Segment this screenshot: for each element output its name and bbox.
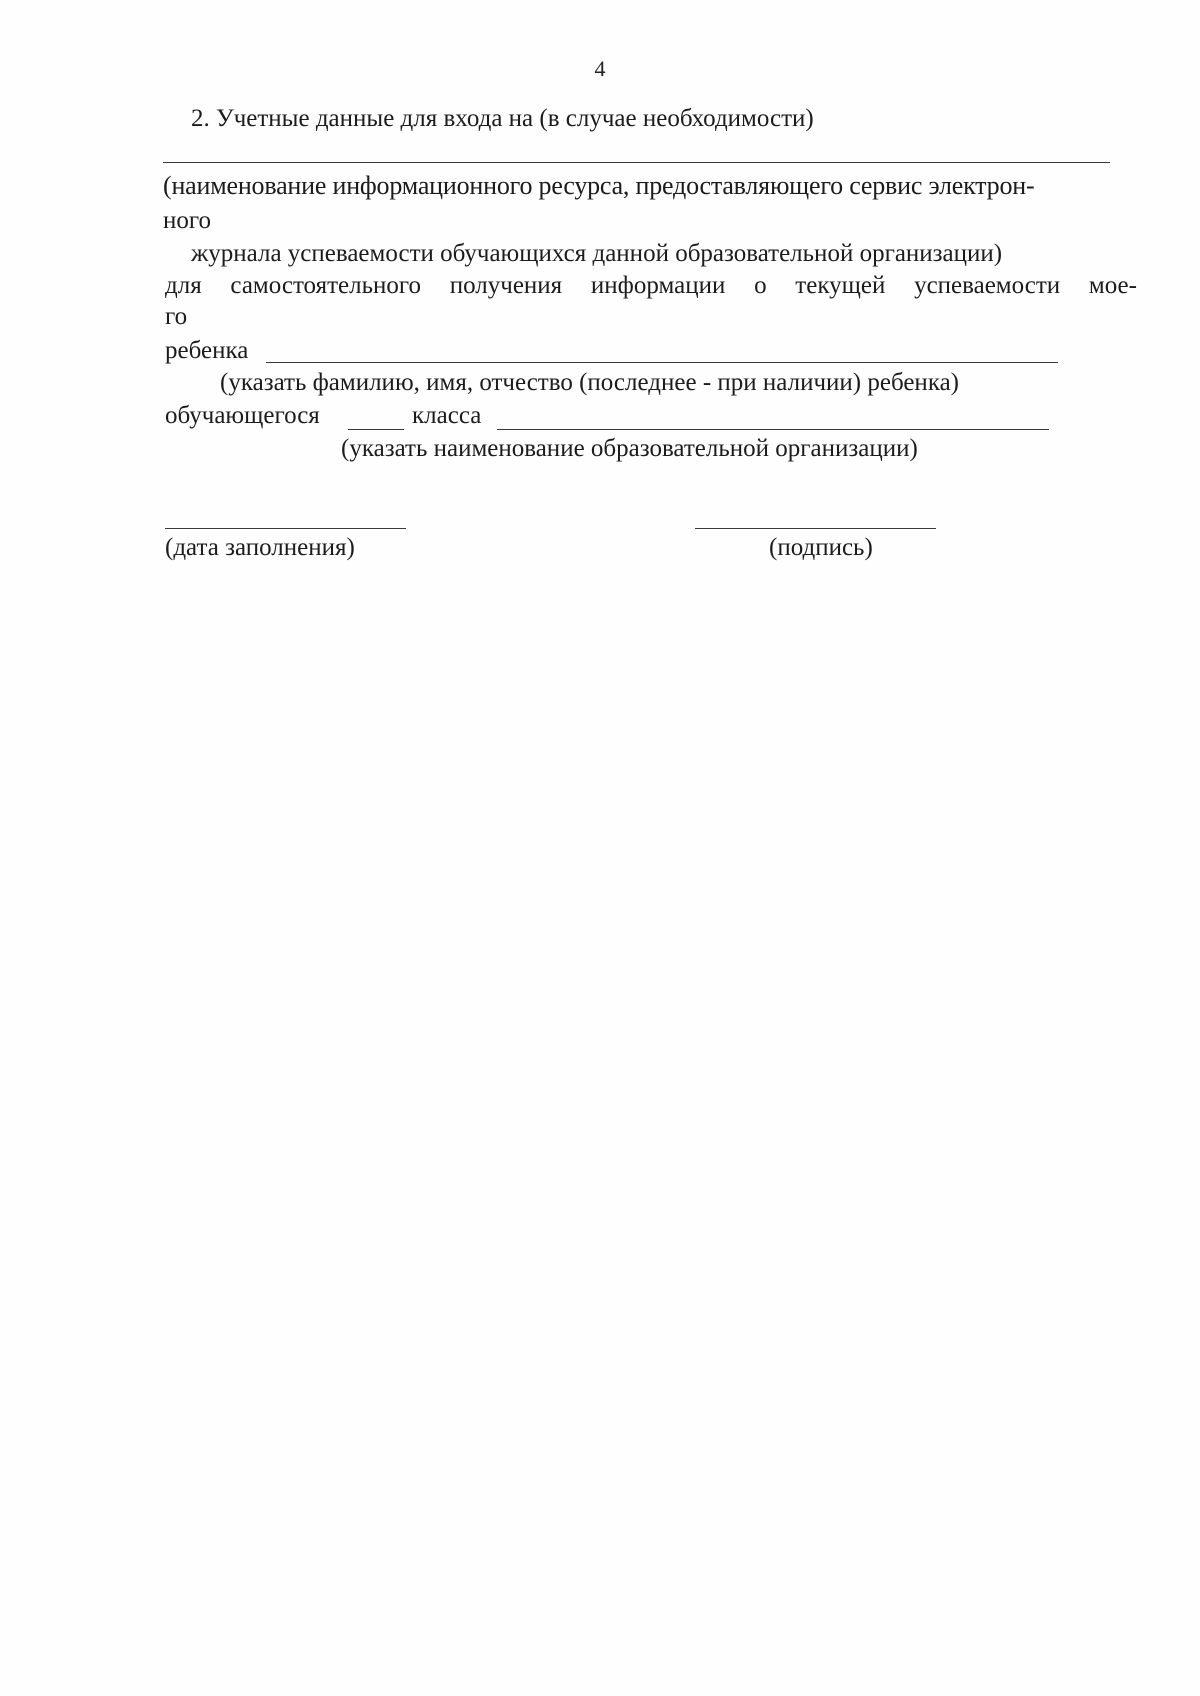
resource-caption-line2: ного <box>163 207 212 234</box>
date-line[interactable] <box>165 528 406 529</box>
date-caption: (дата заполнения) <box>165 534 355 561</box>
page-number: 4 <box>594 56 606 81</box>
resource-caption-line3: журнала успеваемости обучающихся данной образовательной организации) <box>191 240 1003 267</box>
student-label: обучающегося <box>165 402 320 429</box>
child-label: ребенка <box>165 337 249 364</box>
purpose-word: самостоятельного <box>230 272 421 299</box>
purpose-line2: го <box>165 303 188 330</box>
child-name-line[interactable] <box>266 362 1058 363</box>
organization-caption: (указать наименование образовательной организации) <box>341 435 918 462</box>
resource-name-line <box>163 162 1110 163</box>
purpose-word: успеваемости <box>914 272 1061 299</box>
purpose-word: о <box>754 272 767 299</box>
signature-caption: (подпись) <box>769 534 873 561</box>
purpose-word: мое- <box>1088 272 1137 299</box>
child-caption: (указать фамилию, имя, отчество (последнее - при наличии) ребенка) <box>220 369 960 396</box>
class-label: класса <box>412 402 482 429</box>
purpose-line1 <box>165 271 1137 301</box>
resource-caption-line1: (наименование информационного ресурса, предоставляющего сервис электрон- <box>163 171 1035 200</box>
class-number-line[interactable] <box>348 429 404 430</box>
section-heading: 2. Учетные данные для входа на (в случае необходимости) <box>191 105 814 132</box>
purpose-word: текущей <box>795 272 886 299</box>
signature-line[interactable] <box>695 528 936 529</box>
purpose-word: для <box>165 272 202 299</box>
purpose-word: получения <box>449 272 563 299</box>
organization-name-line[interactable] <box>497 429 1049 430</box>
purpose-word: информации <box>590 272 726 299</box>
